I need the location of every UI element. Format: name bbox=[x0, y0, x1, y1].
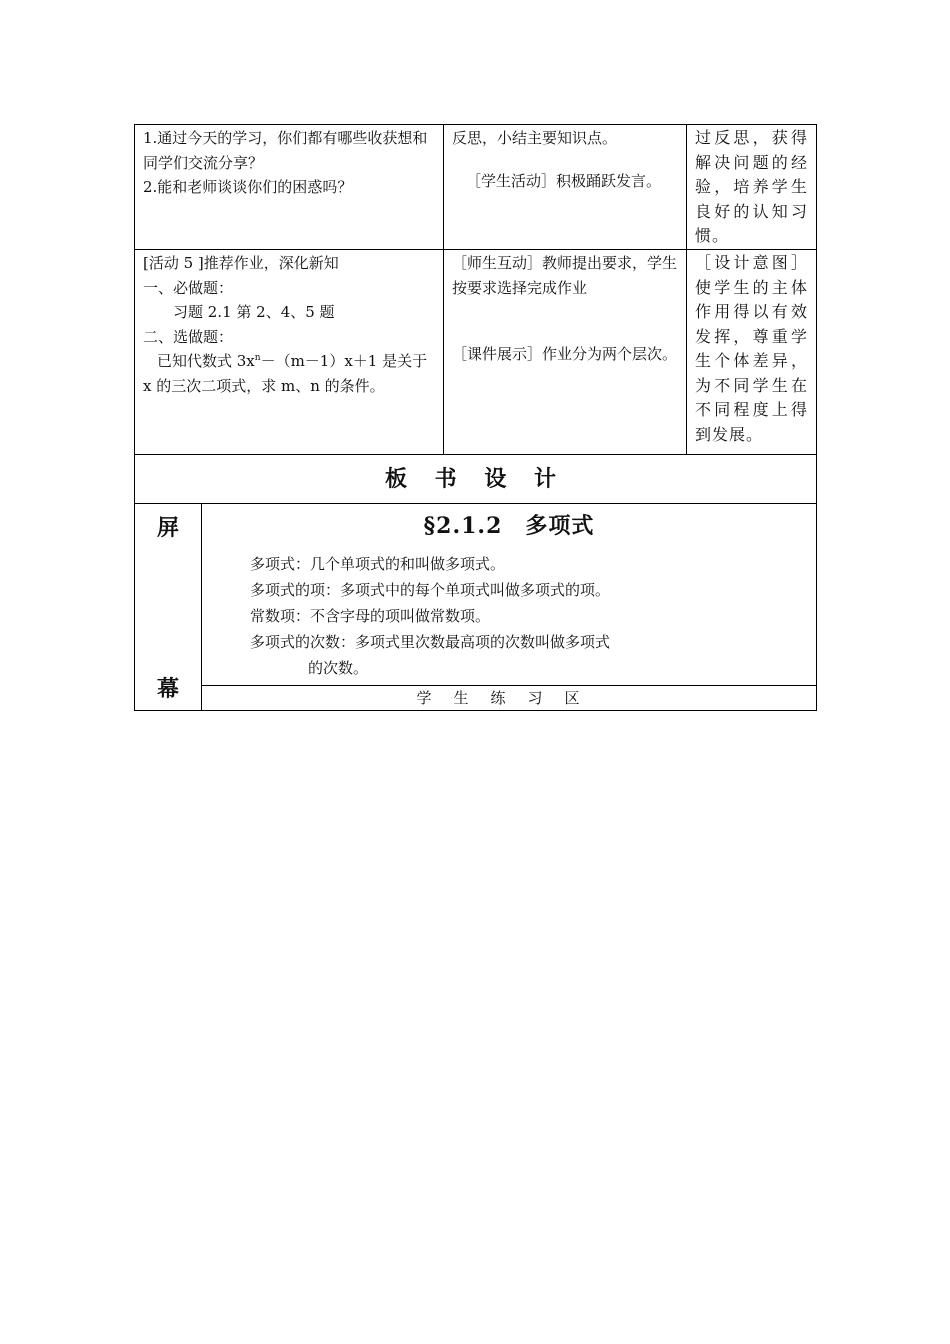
problem-part-a: 已知代数式 3x bbox=[157, 352, 255, 370]
question-1: 1.通过今天的学习，你们都有哪些收获想和同学们交流分享？ bbox=[143, 129, 428, 172]
board-heading: §2.1.2 多项式 bbox=[423, 513, 595, 539]
required-item: 习题 2.1 第 2、4、5 题 bbox=[173, 303, 335, 321]
definition-constant: 常数项：不含字母的项叫做常数项。 bbox=[250, 606, 491, 625]
question-2: 2.能和老师谈谈你们的困惑吗？ bbox=[143, 178, 353, 196]
board-content-cell bbox=[202, 504, 817, 711]
summary-intent-cell bbox=[687, 125, 817, 250]
board-design-title: 板 书 设 计 bbox=[135, 455, 817, 504]
optional-problem bbox=[143, 349, 437, 398]
required-label: 一、必做题： bbox=[143, 278, 234, 297]
summary-reflection: 反思，小结主要知识点。 bbox=[452, 129, 618, 147]
summary-questions-cell bbox=[135, 125, 444, 250]
definition-term: 多项式的项：多项式中的每个单项式叫做多项式的项。 bbox=[250, 580, 611, 599]
optional-label: 二、选做题： bbox=[143, 327, 234, 346]
homework-intent-text: ［设计意图］使学生的主体作用得以有效发挥，尊重学生个体差异，为不同学生在不同程度上得到发展。 bbox=[695, 253, 809, 444]
homework-interaction-cell bbox=[444, 250, 687, 455]
courseware-display: ［课件展示］作业分为两个层次。 bbox=[452, 345, 678, 363]
board-design-title-row bbox=[135, 455, 817, 504]
screen-label-cell bbox=[135, 504, 202, 711]
homework-intent-cell bbox=[687, 250, 817, 455]
screen-row bbox=[135, 504, 817, 711]
student-practice-area: 学生练习区 bbox=[202, 685, 816, 710]
definition-degree: 多项式的次数：多项式里次数最高项的次数叫做多项式 bbox=[250, 632, 611, 651]
definition-degree-continued: 的次数。 bbox=[308, 658, 369, 677]
screen-label-top: 屏 bbox=[156, 515, 179, 541]
student-activity-note: ［学生活动］积极踊跃发言。 bbox=[466, 171, 662, 190]
screen-label-bottom: 幕 bbox=[156, 676, 179, 702]
teacher-student-interaction: ［师生互动］教师提出要求，学生按要求选择完成作业 bbox=[452, 254, 678, 297]
homework-row bbox=[135, 250, 817, 455]
homework-tasks-cell bbox=[135, 250, 444, 455]
definition-polynomial: 多项式：几个单项式的和叫做多项式。 bbox=[250, 554, 506, 573]
summary-activity-cell bbox=[444, 125, 687, 250]
problem-part-b: －（m－1）x＋1 是关于 x 的三次二项式，求 m、n 的条件。 bbox=[143, 352, 432, 395]
summary-intent-text: 过反思，获得解决问题的经验，培养学生良好的认知习惯。 bbox=[695, 128, 809, 245]
summary-row bbox=[135, 125, 817, 250]
lesson-plan-sheet bbox=[134, 124, 816, 711]
problem-exponent: n bbox=[254, 353, 261, 363]
lesson-plan-table bbox=[134, 124, 817, 711]
activity-5-title: [活动 5 ]推荐作业，深化新知 bbox=[143, 254, 339, 272]
